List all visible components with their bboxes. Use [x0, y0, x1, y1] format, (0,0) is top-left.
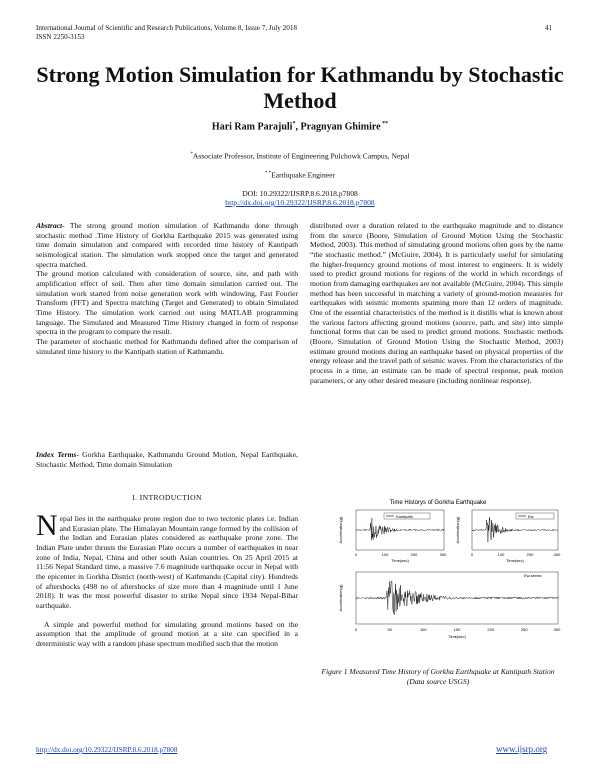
subplot-1	[338, 510, 447, 563]
affiliation-1-mark: *	[190, 152, 193, 157]
right-p1: distributed over a duration related to the earthquake magnitude and to distance from the source (Boore, Simulation of Ground Motion Using the Stochastic Method, 2003). This method of simulating ground motions often goes by the name “the stochastic method.” (McGuire, 2004). It is particularly useful for simulating the higher-frequency ground motions of most interest to engineers. It is widely used to predict ground motions for regions of the world in which recordings of motion from damaging earthquakes are not available (McGuire, 2004). This simple method has been successful in matching a variety of ground-motion measures for earthquakes with seismic moments spanning more than 12 orders of magnitude. One of the essential characteristics of the method is it distills what is known about the various factors affecting ground motions (source, path, and site) into simple functional forms that can be used to predict ground motions. Stochastic methods (Boore, Simulation of Ground Motion Using the Stochastic Method, 2003) estimate ground motions during an earthquake based on physical properties of the energy release and the travel path of seismic waves. From the characteristics of the process in a time, an estimate can be made of spectral response, peak motion parameters, or any other desired measure (including nonlinear response).	[310, 221, 563, 385]
xtick-3-4: 200	[487, 627, 495, 632]
legend-1-label: Kantipath	[396, 514, 413, 519]
affiliation-2	[0, 169, 600, 180]
xtick-3-2: 100	[419, 627, 427, 632]
index-terms-text: - Gorkha Earthquake, Kathmandu Ground Motion, Nepal Earthquake, Stochastic Method, Time domain Simulation	[36, 450, 298, 469]
doi-link[interactable]: http://dx.doi.org/10.29322/IJSRP.8.6.2018.p7808	[225, 198, 375, 207]
index-terms-label: Index Terms	[36, 450, 77, 459]
xlabel-2: Time(sec)	[506, 558, 524, 563]
xtick-1-3: 300	[439, 552, 447, 557]
footer-site-link[interactable]: www.ijsrp.org	[496, 744, 548, 754]
affiliation-1-text: Associate Professor, Institute of Engineering Pulchowk Campus, Nepal	[192, 151, 410, 161]
trace-2	[472, 517, 558, 542]
issn: ISSN 2250-3153	[36, 33, 85, 41]
paper-title: Strong Motion Simulation for Kathmandu by Stochastic Method	[36, 62, 564, 113]
xtick-2-1: 100	[497, 552, 505, 557]
xtick-3-1: 50	[387, 627, 392, 632]
index-terms	[36, 450, 298, 469]
xlabel-3: Time(sec)	[448, 634, 466, 639]
abstract-section	[36, 221, 298, 356]
xlabel-1: Time(sec)	[391, 558, 409, 563]
ylabel-2: Acceleration(g)	[455, 516, 460, 544]
trace-1	[356, 518, 444, 540]
xtick-3-0: 0	[354, 627, 358, 632]
abstract-p1	[36, 221, 298, 269]
xtick-3-5: 250	[520, 627, 528, 632]
intro-section	[36, 509, 298, 649]
footer-doi-link[interactable]: http://dx.doi.org/10.29322/IJSRP.8.6.2018.p7808	[36, 746, 178, 754]
xtick-1-1: 100	[381, 552, 389, 557]
figure-title: Time Historys of Gorkha Earthquake	[389, 500, 487, 506]
legend-2-label: Ew	[528, 514, 534, 519]
intro-p2: A simple and powerful method for simulating ground motions based on the assumption that the amplitude of ground motion at a site can specified in a deterministic way with a random phase spectrum modified such that the motion	[36, 619, 298, 648]
figure-time-history	[312, 496, 564, 658]
xtick-2-3: 300	[553, 552, 561, 557]
abstract-p3: The parameter of stochastic method for Kathmandu defined after the comparison of simulated time history to the Kantipath station of Kathmandu.	[36, 336, 298, 356]
intro-p1	[36, 509, 298, 611]
ylabel-3: Acceleration(g)	[338, 584, 343, 612]
affiliation-1	[0, 150, 600, 161]
section-heading-introduction: I. INTRODUCTION	[132, 493, 202, 502]
journal-header: International Journal of Scientific and Research Publications, Volume 8, Issue 7, July 2018	[36, 24, 298, 32]
drop-cap: N	[36, 509, 58, 542]
xtick-3-3: 150	[453, 627, 461, 632]
xtick-1-2: 200	[410, 552, 418, 557]
page-number: 41	[545, 24, 553, 32]
xtick-2-2: 200	[526, 552, 534, 557]
trace-3	[356, 581, 558, 615]
xtick-3-6: 300	[553, 627, 561, 632]
author-1-mark: *	[292, 121, 296, 127]
affiliation-2-mark: * *	[264, 171, 272, 176]
legend-3-label: Ew-series	[524, 573, 542, 578]
doi-label: DOI: 10.29322/IJSRP.8.6.2018.p7808	[242, 189, 358, 198]
xtick-2-0: 0	[470, 552, 474, 557]
abstract-label: Abstract-	[36, 221, 65, 230]
intro-p1-text: epal lies in the earthquake prone region due to two tectonic plates i.e. Indian and Eurasian plate. The Himalayan Mountain range formed by the collision of the Indian and Eurasian plates considered as earthquake prone zone. The Indian Plate under thrusts the Eurasian Plate occurs a number of earthquakes in near zone of India, Nepal, China and other south Asian countries. On 25 April 2015 at 11:56 Nepal Standard time, a massive 7.6 magnitude earthquake occur in Nepal with the epicenter in Gorkha District (north-west) of Kathmandu (Capital city). Hundreds of aftershocks (498 no of aftershocks of size more than 4 magnitude until 1 June 2018). It was the most powerful disaster to strike Nepal since 1934 Nepal-Bihar earthquake.	[36, 514, 298, 610]
author-separator: ,	[295, 121, 301, 133]
affiliation-2-text: Earthquake Engineer	[271, 170, 336, 180]
ylabel-1: Acceleration(g)	[338, 516, 343, 544]
author-2-mark: **	[380, 121, 389, 127]
author-2: Pragnyan Ghimire	[300, 121, 381, 133]
right-column-text	[310, 221, 563, 385]
subplot-3	[338, 572, 561, 639]
figure-caption: Figure 1 Measured Time History of Gorkha Earthquake at Kantipath Station (Data source USGS)	[321, 667, 555, 686]
author-1: Hari Ram Parajuli	[211, 121, 293, 133]
xtick-1-0: 0	[354, 552, 358, 557]
abstract-p1-text: The strong ground motion simulation of Kathmandu done through stochastic method .Time History of Gorkha Earthquake 2015 was generated using time domain simulation and compared with recorded time history of Kantipath seismological station. The simulation work stopped once the target and generated spectra matched.	[36, 221, 298, 269]
abstract-p2: The ground motion calculated with consideration of source, site, and path with amplification effect of soil. Then after time domain simulation carried out. The simulation work started from noise generation work with windowing, Fast Fourier Transform (FFT) and Spectra matching (Target and Generated) to obtain Simulated Time History. The simulation work carried out using MATLAB programming language. The Simulated and Measured Time History changed in form of response spectra in the program to compare the result.	[36, 269, 298, 337]
author-line	[0, 121, 600, 132]
subplot-2	[455, 510, 561, 563]
